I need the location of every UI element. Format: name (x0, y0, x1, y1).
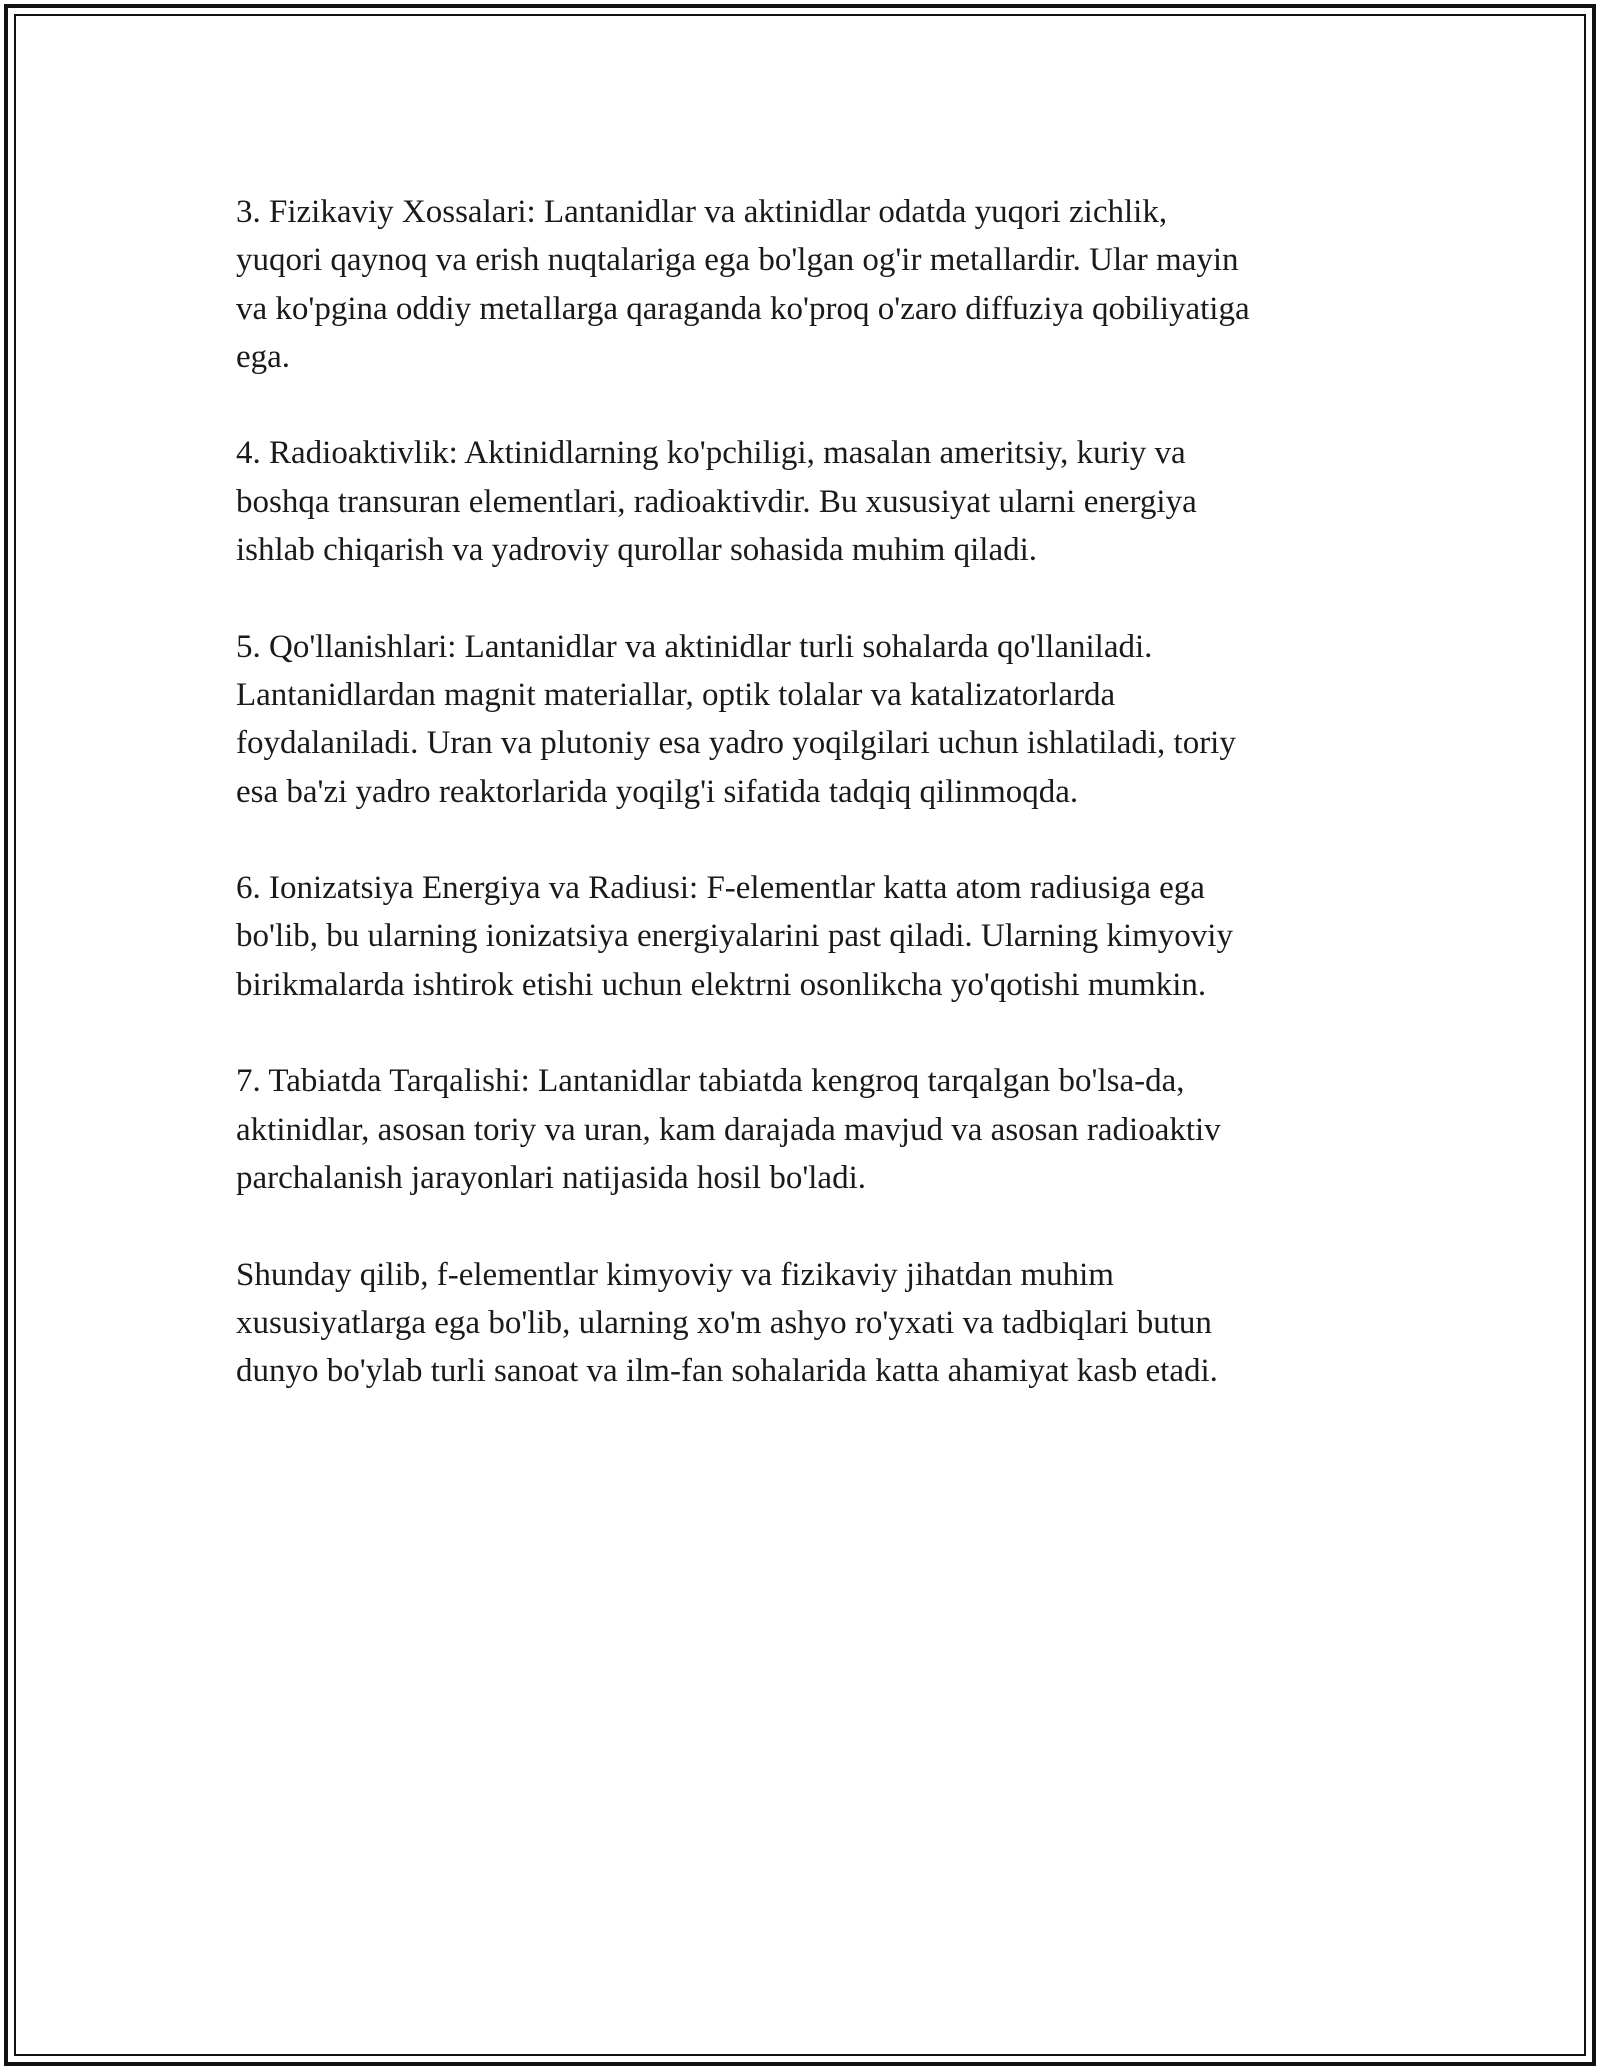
paragraph-ionization-energy: 6. Ionizatsiya Energiya va Radiusi: F-elementlar katta atom radiusiga ega bo'lib, bu ularning ionizatsiya energiyalarini past qiladi. Ularning kimyoviy birikmalarda ishtirok etishi uchun elektrni osonlikcha yo'qotishi mumkin. (236, 870, 1233, 1003)
document-body (236, 188, 1376, 1444)
paragraph-conclusion: Shunday qilib, f-elementlar kimyoviy va fizikaviy jihatdan muhim xususiyatlarga ega bo'lib, ularning xo'm ashyo ro'yxati va tadbiqlari butun dunyo bo'ylab turli sanoat va ilm-fan sohalarida katta ahamiyat kasb etadi. (236, 1256, 1218, 1390)
paragraph-radioactivity: 4. Radioaktivlik: Aktinidlarning ko'pchiligi, masalan ameritsiy, kuriy va boshqa transuran elementlari, radioaktivdir. Bu xususiyat ularni energiya ishlab chiqarish va yadroviy qurollar sohasida muhim qiladi. (236, 435, 1197, 569)
paragraph-natural-distribution: 7. Tabiatda Tarqalishi: Lantanidlar tabiatda kengroq tarqalgan bo'lsa-da, aktinidlar, asosan toriy va uran, kam darajada mavjud va asosan radioaktiv parchalanish jarayonlari natijasida hosil bo'ladi. (236, 1063, 1221, 1196)
paragraph-physical-properties: 3. Fizikaviy Xossalari: Lantanidlar va aktinidlar odatda yuqori zichlik, yuqori qaynoq va erish nuqtalariga ega bo'lgan og'ir metallardir. Ular mayin va ko'pgina oddiy metallarga qaraganda ko'proq o'zaro diffuziya qobiliyatiga ega. (236, 194, 1250, 375)
paragraph-applications: 5. Qo'llanishlari: Lantanidlar va aktinidlar turli sohalarda qo'llaniladi. Lantanidlardan magnit materiallar, optik tolalar va katalizatorlarda foydalaniladi. Uran va plutoniy esa yadro yoqilgilari uchun ishlatiladi, toriy esa ba'zi yadro reaktorlarida yoqilg'i sifatida tadqiq qilinmoqda. (236, 628, 1236, 810)
